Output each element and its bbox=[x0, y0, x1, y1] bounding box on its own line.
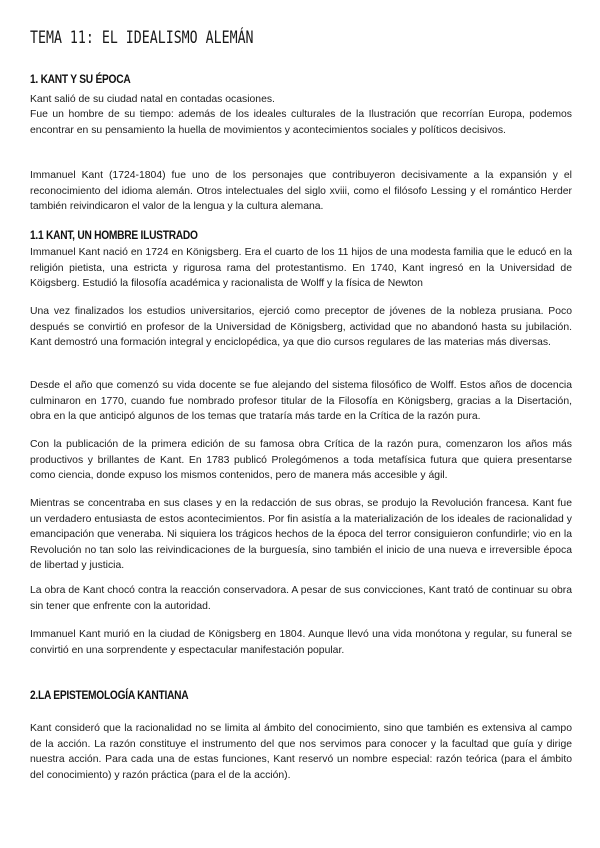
paragraph: Immanuel Kant murió en la ciudad de Königsberg en 1804. Aunque llevó una vida monótona y regular, su funeral se convirtió en una sorprendente y espectacular manifestación popular. bbox=[30, 629, 572, 656]
paragraph: Fue un hombre de su tiempo: además de los ideales culturales de la Ilustración que recorrían Europa, podemos encontrar en su pensamiento la huella de movimientos y acontecimientos sociales y políticos decisivos. bbox=[30, 109, 572, 136]
paragraph: Desde el año que comenzó su vida docente se fue alejando del sistema filosófico de Wolff. Estos años de docencia culminaron en 1770, cuando fue nombrado profesor titular de la Filosofía en Königsberg, gracias a la Disertación, obra en la que anticipó algunos de los temas que trataría más tarde en la Crítica de la razón pura. bbox=[30, 380, 572, 423]
section-heading-kant-epoca: 1. KANT Y SU ÉPOCA bbox=[30, 72, 131, 86]
paragraph: Mientras se concentraba en sus clases y en la redacción de sus obras, se produjo la Revolución francesa. Kant fue un verdadero entusiasta de estos acontecimientos. Por fin asistía a la materialización de los ideales de racionalidad y emancipación que veneraba. Ni siquiera los trágicos hechos de la época del terror consiguieron confundirle; vio en la Revolución no tan solo las reivindicaciones de la burguesía, sino también el inicio de una nueva e irreversible época de libertad y justicia. bbox=[30, 498, 572, 572]
paragraph: Kant consideró que la racionalidad no se limita al ámbito del conocimiento, sino que también es extensiva al campo de la acción. La razón constituye el instrumento del que nos servimos para conocer y la facultad que guía y dirige nuestra acción. Para cada una de estas funciones, Kant reservó un nombre especial: razón teórica (para el ámbito del conocimiento) y razón práctica (para el de la acción). bbox=[30, 723, 572, 781]
paragraph: Kant salió de su ciudad natal en contadas ocasiones. bbox=[30, 94, 275, 105]
document-title: TEMA 11: EL IDEALISMO ALEMÁN bbox=[30, 28, 254, 48]
section-heading-epistemologia: 2.LA EPISTEMOLOGÍA KANTIANA bbox=[30, 688, 189, 702]
section-heading-kant-ilustrado: 1.1 KANT, UN HOMBRE ILUSTRADO bbox=[30, 228, 198, 242]
paragraph: Con la publicación de la primera edición de su famosa obra Crítica de la razón pura, comenzaron los años más productivos y brillantes de Kant. En 1783 publicó Prolegómenos a toda metafísica futura que quiera presentarse como ciencia, donde expuso los mismos contenidos, pero de manera más accesible y ágil. bbox=[30, 439, 572, 482]
paragraph: Una vez finalizados los estudios universitarios, ejerció como preceptor de jóvenes de la nobleza prusiana. Poco después se convirtió en profesor de la Universidad de Königsberg, actividad que no abandonó hasta su jubilación. Kant demostró una formación integral y enciclopédica, ya que dio cursos regulares de las materias más diversas. bbox=[30, 306, 572, 349]
paragraph: Immanuel Kant (1724-1804) fue uno de los personajes que contribuyeron decisivamente a la expansión y el reconocimiento del idioma alemán. Otros intelectuales del siglo xviii, como el filósofo Lessing y el romántico Herder también reivindicaron el valor de la lengua y la cultura alemana. bbox=[30, 170, 572, 213]
paragraph: La obra de Kant chocó contra la reacción conservadora. A pesar de sus convicciones, Kant trató de continuar su obra sin tener que enfrente con la autoridad. bbox=[30, 585, 572, 612]
paragraph: Immanuel Kant nació en 1724 en Königsberg. Era el cuarto de los 11 hijos de una modesta familia que le educó en la religión pietista, una estricta y rigurosa rama del protestantismo. En 1740, Kant ingresó en la Universidad de Köigsberg. Estudió la filosofía académica y racionalista de Wolff y la física de Newton bbox=[30, 247, 572, 290]
